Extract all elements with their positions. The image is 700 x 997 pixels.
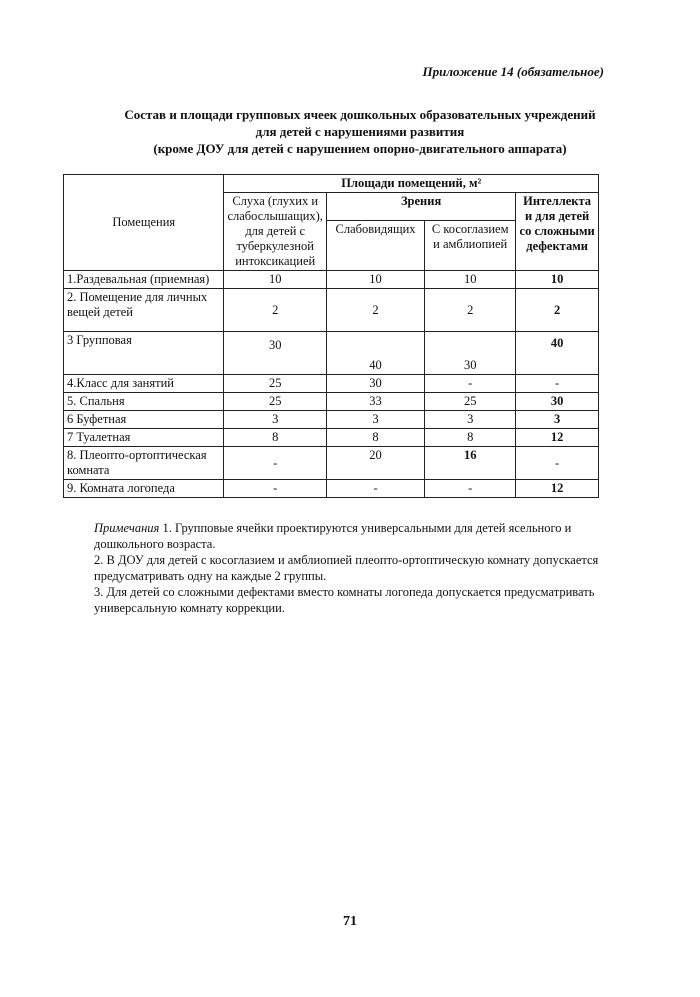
low-vision-value: 40 <box>326 332 424 375</box>
notes-label: Примечания <box>94 521 160 535</box>
intellect-value: 3 <box>516 411 599 429</box>
table-row <box>64 332 599 375</box>
rooms-header: Помещения <box>64 175 224 271</box>
low-vision-value: 3 <box>326 411 424 429</box>
strabismus-value: 2 <box>425 289 516 332</box>
intellect-value: 30 <box>516 393 599 411</box>
strabismus-value: 16 <box>425 447 516 480</box>
room-name: 7 Туалетная <box>64 429 224 447</box>
title-line-1: Состав и площади групповых ячеек дошкольных образовательных учреждений <box>124 107 596 122</box>
low-vision-column-header: Слабовидящих <box>326 220 424 270</box>
page-number: 71 <box>343 914 357 929</box>
document-title <box>70 106 650 157</box>
room-name: 8. Плеопто-ортоптическая комната <box>64 447 224 480</box>
strabismus-value: 8 <box>425 429 516 447</box>
hearing-value: 25 <box>224 393 326 411</box>
intellect-value: 2 <box>516 289 599 332</box>
room-name: 6 Буфетная <box>64 411 224 429</box>
intellect-value: - <box>516 447 599 480</box>
table-row <box>64 393 599 411</box>
title-line-3: (кроме ДОУ для детей с нарушением опорно-двигательного аппарата) <box>153 141 567 156</box>
room-name: 9. Комната логопеда <box>64 480 224 498</box>
strabismus-column-header: С косоглазием и амблиопией <box>425 220 516 270</box>
intellect-value: 12 <box>516 429 599 447</box>
hearing-value: 10 <box>224 271 326 289</box>
table-row <box>64 411 599 429</box>
strabismus-value: 3 <box>425 411 516 429</box>
intellect-value: 40 <box>516 332 599 375</box>
table-row <box>64 289 599 332</box>
note-1 <box>94 520 638 552</box>
room-name: 3 Групповая <box>64 332 224 375</box>
intellect-value: - <box>516 375 599 393</box>
hearing-value: 30 <box>224 332 326 375</box>
hearing-value: 25 <box>224 375 326 393</box>
notes-block <box>94 520 638 616</box>
table-row <box>64 429 599 447</box>
hearing-value: 2 <box>224 289 326 332</box>
room-name: 4.Класс для занятий <box>64 375 224 393</box>
intellect-value: 10 <box>516 271 599 289</box>
note-1-text: 1. Групповые ячейки проектируются универсальными для детей ясельного и дошкольного возраста. <box>94 521 572 551</box>
low-vision-value: 30 <box>326 375 424 393</box>
strabismus-value: - <box>425 480 516 498</box>
hearing-value: - <box>224 480 326 498</box>
low-vision-value: 8 <box>326 429 424 447</box>
hearing-value: - <box>224 447 326 480</box>
table-row <box>64 375 599 393</box>
annex-label: Приложение 14 (обязательное) <box>422 64 604 79</box>
low-vision-value: 33 <box>326 393 424 411</box>
intellect-value: 12 <box>516 480 599 498</box>
strabismus-value: 10 <box>425 271 516 289</box>
room-name: 5. Спальня <box>64 393 224 411</box>
low-vision-value: 2 <box>326 289 424 332</box>
strabismus-value: 25 <box>425 393 516 411</box>
areas-header: Площади помещений, м² <box>224 175 599 193</box>
strabismus-value: 30 <box>425 332 516 375</box>
table-row <box>64 447 599 480</box>
room-name: 2. Помещение для личных вещей детей <box>64 289 224 332</box>
table-row <box>64 480 599 498</box>
low-vision-value: - <box>326 480 424 498</box>
intellect-column-header: Интеллекта и для детей со сложными дефектами <box>516 193 599 271</box>
note-3: 3. Для детей со сложными дефектами вместо комнаты логопеда допускается предусматривать универсальную комнату коррекции. <box>94 585 595 615</box>
hearing-value: 8 <box>224 429 326 447</box>
strabismus-value: - <box>425 375 516 393</box>
room-name: 1.Раздевальная (приемная) <box>64 271 224 289</box>
hearing-column-header: Слуха (глухих и слабослышащих), для детей с туберкулезной интоксикацией <box>224 193 326 271</box>
note-2: 2. В ДОУ для детей с косоглазием и амблиопией плеопто-ортоптическую комнату допускается предусматривать одну на каждые 2 группы. <box>94 553 599 583</box>
low-vision-value: 10 <box>326 271 424 289</box>
low-vision-value: 20 <box>326 447 424 480</box>
hearing-value: 3 <box>224 411 326 429</box>
table-row <box>64 271 599 289</box>
vision-column-header: Зрения <box>326 193 515 221</box>
title-line-2: для детей с нарушениями развития <box>255 124 465 139</box>
room-areas-table <box>63 174 599 498</box>
